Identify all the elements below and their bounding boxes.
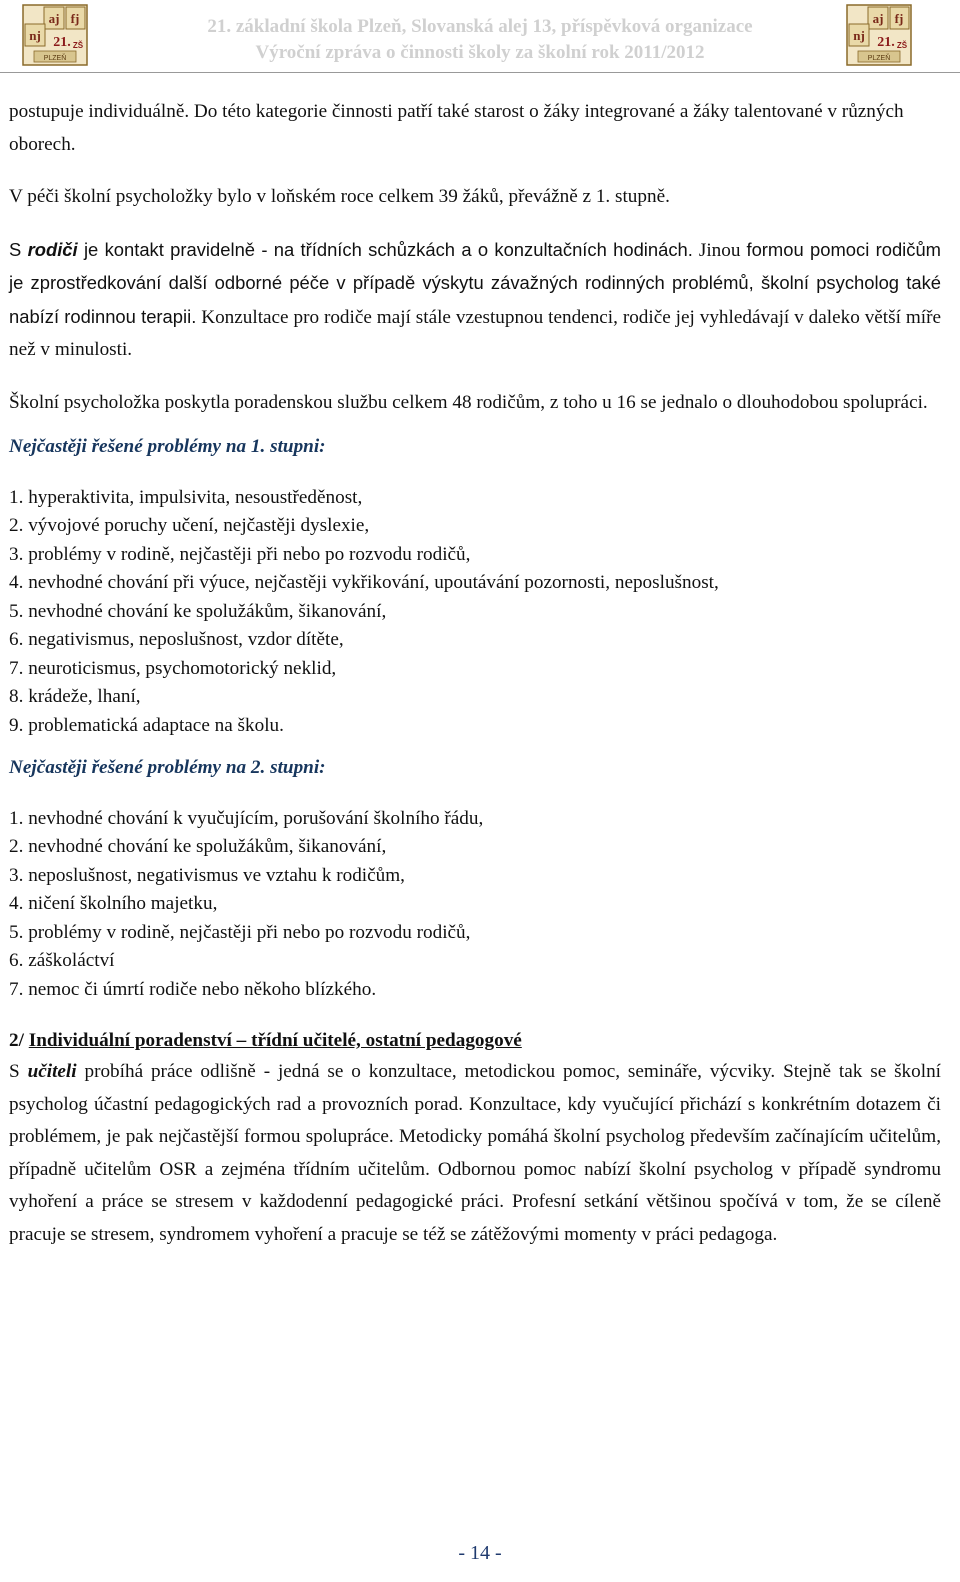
section-2-heading: Individuální poradenství – třídní učitelé, ostatní pedagogové bbox=[28, 1030, 522, 1051]
list-item: 5. problémy v rodině, nejčastěji při nebo po rozvodu rodičů, bbox=[9, 921, 471, 943]
section-2-number: 2/ bbox=[9, 1030, 29, 1051]
list-item: 6. negativismus, neposlušnost, vzdor dítěte, bbox=[9, 629, 344, 650]
logo-city: PLZEŇ bbox=[867, 55, 891, 62]
parents-sans-2: formou pomoci rodičům je zprostředkování další odborné péče v případě výskytu závažných rodinných problémů, školní psycholog také nabízí rodinnou terapii. bbox=[9, 238, 941, 327]
list-item: 4. nevhodné chování při výuce, nejčastěji vykřikování, upoutávání pozornosti, neposlušnost, bbox=[9, 572, 719, 593]
teachers-rest: probíhá práce odlišně - jedná se o konzultace, metodickou pomoc, semináře, výcviky. Stejně tak se školní psycholog účastní pedagogických rad a provozních porad. Konzultace, kdy vyučující přichází s konkrétním dotazem či problémem, je pak nejčastější formou spolupráce. Metodicky pomáhá školní psycholog především začínajícím učitelům, případně učitelům OSR a zejména třídním učitelům. Odbornou pomoc nabízí školní psycholog v případě syndromu vyhoření a práce se stresem v každodenní pedagogické práci. Profesní setkání většinou spočívá v tom, že se cíleně pracuje se stresem, syndromem vyhoření a pracuje se též se zátěžovými momenty v práci pedagoga. bbox=[9, 1061, 942, 1245]
list-item: 5. nevhodné chování ke spolužákům, šikanování, bbox=[9, 600, 387, 622]
list-item: 8. krádeže, lhaní, bbox=[9, 686, 141, 707]
paragraph-2: V péči školní psycholožky bylo v loňském roce celkem 39 žáků, převážně z 1. stupně. bbox=[9, 186, 670, 207]
list-1-heading: Nejčastěji řešené problémy na 1. stupni: bbox=[9, 436, 326, 457]
parents-start: S bbox=[9, 238, 28, 260]
list-item: 9. problematická adaptace na školu. bbox=[9, 714, 284, 736]
list-item: 6. záškoláctví bbox=[9, 950, 115, 971]
paragraph-1: postupuje individuálně. Do této kategorie činnosti patří také starost o žáky integrované a žáky talentované v různých oborech. bbox=[9, 101, 904, 155]
teachers-start: S bbox=[9, 1061, 28, 1082]
logo-zs: ZŠ bbox=[896, 41, 908, 50]
list-item: 3. neposlušnost, negativismus ve vztahu k rodičům, bbox=[9, 864, 405, 886]
header-line-1: 21. základní škola Plzeň, Slovanská alej 13, příspěvková organizace bbox=[207, 16, 753, 37]
list-1 bbox=[9, 484, 941, 741]
logo-fj: fj bbox=[894, 11, 904, 26]
logo-aj: aj bbox=[48, 11, 60, 26]
list-item: 7. nemoc či úmrtí rodiče nebo někoho blízkého. bbox=[9, 978, 377, 1000]
list-2 bbox=[9, 805, 941, 1005]
parents-serif-1: Jinou bbox=[692, 239, 741, 261]
logo-num: 21. bbox=[53, 35, 71, 50]
parents-serif-2: Konzultace pro rodiče mají stále vzestupnou tendenci, rodiče jej vyhledávají v daleko větší míře než v minulosti. bbox=[9, 306, 941, 360]
header-title bbox=[110, 14, 850, 66]
page-header bbox=[0, 0, 960, 73]
list-item: 1. hyperaktivita, impulsivita, nesoustředěnost, bbox=[9, 486, 363, 508]
parents-mid: je kontakt pravidelně - na třídních schůzkách a o konzultačních hodinách. bbox=[77, 238, 693, 260]
paragraph-teachers bbox=[9, 1056, 941, 1251]
logo-aj: aj bbox=[872, 11, 884, 26]
list-item: 2. vývojové poruchy učení, nejčastěji dyslexie, bbox=[9, 515, 370, 536]
header-line-2: Výroční zpráva o činnosti školy za školní rok 2011/2012 bbox=[255, 42, 705, 63]
section-2-title bbox=[9, 1026, 941, 1056]
logo-fj: fj bbox=[70, 11, 80, 26]
logo-nj: nj bbox=[29, 28, 41, 43]
page-number: - 14 - bbox=[458, 1542, 502, 1564]
paragraph-4: Školní psycholožka poskytla poradenskou službu celkem 48 rodičům, z toho u 16 se jednalo o dlouhodobou spolupráci. bbox=[9, 391, 928, 413]
logo-city: PLZEŇ bbox=[43, 55, 67, 62]
logo-num: 21. bbox=[877, 35, 895, 50]
list-item: 1. nevhodné chování k vyučujícím, porušování školního řádu, bbox=[9, 807, 484, 829]
school-logo-right bbox=[846, 4, 912, 66]
paragraph-parents bbox=[9, 234, 941, 367]
list-item: 7. neuroticismus, psychomotorický neklid, bbox=[9, 657, 337, 679]
list-item: 3. problémy v rodině, nejčastěji při nebo po rozvodu rodičů, bbox=[9, 543, 471, 565]
document-body bbox=[9, 96, 941, 1251]
list-item: 4. ničení školního majetku, bbox=[9, 893, 218, 914]
list-item: 2. nevhodné chování ke spolužákům, šikanování, bbox=[9, 836, 387, 857]
school-logo-left bbox=[22, 4, 88, 66]
list-2-heading: Nejčastěji řešené problémy na 2. stupni: bbox=[9, 757, 326, 778]
parents-emphasis: rodiči bbox=[27, 238, 78, 260]
teachers-emphasis: učiteli bbox=[27, 1061, 77, 1082]
logo-zs: ZŠ bbox=[72, 41, 84, 50]
logo-nj: nj bbox=[853, 28, 865, 43]
